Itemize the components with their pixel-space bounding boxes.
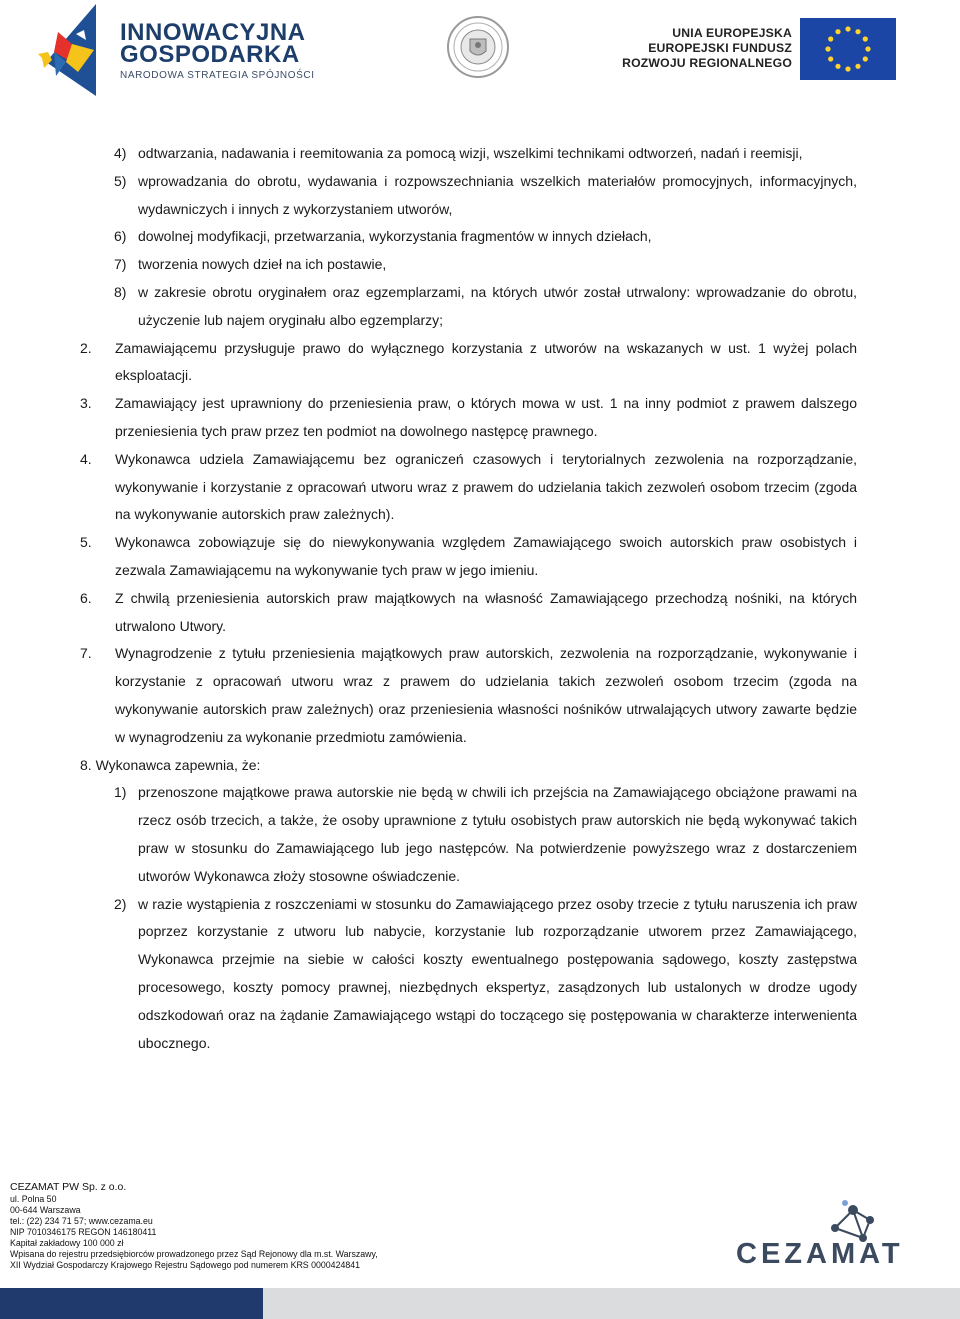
ig-subtitle: NARODOWA STRATEGIA SPÓJNOŚCI — [120, 70, 315, 81]
footer-nip: NIP 7010346175 REGON 146180411 — [10, 1227, 157, 1237]
footer-bar-dark — [0, 1288, 263, 1319]
university-seal-icon — [446, 15, 510, 79]
numbered-heading: 8. Wykonawca zapewnia, że: — [80, 756, 261, 773]
ue-line3: ROZWOJU REGIONALNEGO — [622, 56, 792, 70]
eu-flag-icon — [800, 18, 896, 80]
ue-line2: EUROPEJSKI FUNDUSZ — [648, 41, 792, 55]
cezamat-logo-text: CEZAMAT — [736, 1238, 904, 1270]
ig-title-line1: INNOWACYJNA — [120, 19, 306, 46]
footer-street: ul. Polna 50 — [10, 1194, 57, 1204]
footer-registry1: Wpisana do rejestru przedsiębiorców prowadzonego przez Sąd Rejonowy dla m.st. Warszawy, — [10, 1249, 378, 1259]
cezamat-network-icon — [735, 1198, 885, 1243]
list-item: 8) w zakresie obrotu oryginałem oraz egzemplarzami, na których utwór został utrwalony: wprowadzanie do obrotu, użyczenie lub najem oryginału albo egzemplarzy; — [114, 283, 857, 328]
numbered-paragraph: 5. Wykonawca zobowiązuje się do niewykonywania względem Zamawiającego swoich autorskich praw osobistych i zezwala Zamawiającemu na wykonywanie tych praw w jego imieniu. — [80, 534, 857, 578]
footer-bar-light — [263, 1288, 960, 1319]
list-item: 1) przenoszone majątkowe prawa autorskie nie będą w chwili ich przejścia na Zamawiającego obciążone prawami na rzecz osób trzecich, a także, że osoby uprawnione z tytułu osobistych praw autorskich nie będą wykonywać takich praw w stosunku do Zamawiającego lub jego następców. Na potwierdzenie powyższego wraz z dostarczeniem utworów Wykonawca złoży stosowne oświadczenie. — [114, 784, 857, 884]
ig-title-line2: GOSPODARKA — [120, 41, 300, 68]
footer-contact: tel.: (22) 234 71 57; www.cezama.eu — [10, 1216, 153, 1226]
company-footer — [10, 1181, 378, 1271]
footer-city: 00-644 Warszawa — [10, 1205, 81, 1215]
footer-registry2: XII Wydział Gospodarczy Krajowego Rejestru Sądowego pod numerem KRS 0000424841 — [10, 1260, 361, 1270]
footer-capital: Kapitał zakładowy 100 000 zł — [10, 1238, 124, 1248]
numbered-paragraph: 7. Wynagrodzenie z tytułu przeniesienia majątkowych praw autorskich, zezwolenia na rozporządzanie, wykonywanie i korzystanie z opracowań utworu wraz z prawem do udzielania takich zezwoleń osobom trzecim (zgoda na wykonywanie autorskich praw zależnych) oraz przeniesienia własności nośników utrwalających utwory zawarte będzie w wynagrodzeniu za wykonanie przedmiotu zamówienia. — [80, 645, 857, 745]
ue-line1: UNIA EUROPEJSKA — [672, 26, 792, 40]
footer-company: CEZAMAT PW Sp. z o.o. — [10, 1181, 127, 1193]
page-header — [0, 0, 960, 100]
numbered-paragraph: 4. Wykonawca udziela Zamawiającemu bez ograniczeń czasowych i terytorialnych zezwolenia na rozporządzanie, wykonywanie i korzystanie z opracowań utworu wraz z prawem do udzielania takich zezwoleń osobom trzecim (zgoda na wykonywanie autorskich praw zależnych). — [80, 450, 857, 523]
eu-fund-label — [620, 26, 792, 71]
numbered-paragraph: 6. Z chwilą przeniesienia autorskich praw majątkowych na własność Zamawiającego przechodzą nośniki, na których utrwalono Utwory. — [80, 589, 857, 634]
list-item: 2) w razie wystąpienia z roszczeniami w stosunku do Zamawiającego przez osoby trzecie z tytułu naruszenia ich praw poprzez korzystanie z utworu lub nabycie, korzystanie lub rozporządzanie utworem przez Zamawiającego, Wykonawca przejmie na siebie w całości koszty ewentualnego postępowania sądowego, koszty zastępstwa procesowego, koszty pomocy prawnej, niezbędnych ekspertyz, zasądzonych lub ustalonych w drodze ugody odszkodowań oraz na żądanie Zamawiającego wstąpi do toczącego się postępowania w charakterze interwenienta ubocznego. — [114, 895, 857, 1051]
innowacyjna-gospodarka-wordmark — [120, 19, 315, 81]
numbered-paragraph: 3. Zamawiający jest uprawniony do przeniesienia praw, o których mowa w ust. 1 na inny podmiot z prawem dalszego przeniesienia tych praw przez ten podmiot na dowolnego następcę prawnego. — [80, 395, 857, 439]
numbered-paragraph: 2. Zamawiającemu przysługuje prawo do wyłącznego korzystania z utworów na wskazanych w ust. 1 wyżej polach eksploatacji. — [80, 339, 857, 384]
list-item: 7) tworzenia nowych dzieł na ich postawie, — [114, 256, 387, 273]
list-item: 4) odtwarzania, nadawania i reemitowania za pomocą wizji, wszelkimi technikami odtworzeń, nadań i reemisji, — [114, 145, 803, 161]
list-item: 6) dowolnej modyfikacji, przetwarzania, wykorzystania fragmentów w innych dziełach, — [114, 228, 652, 245]
list-item: 5) wprowadzania do obrotu, wydawania i rozpowszechniania wszelkich materiałów promocyjnych, informacyjnych, wydawniczych i innych z wykorzystaniem utworów, — [114, 172, 857, 217]
document-body — [80, 140, 857, 1057]
innowacyjna-gospodarka-logo-icon — [36, 2, 116, 98]
